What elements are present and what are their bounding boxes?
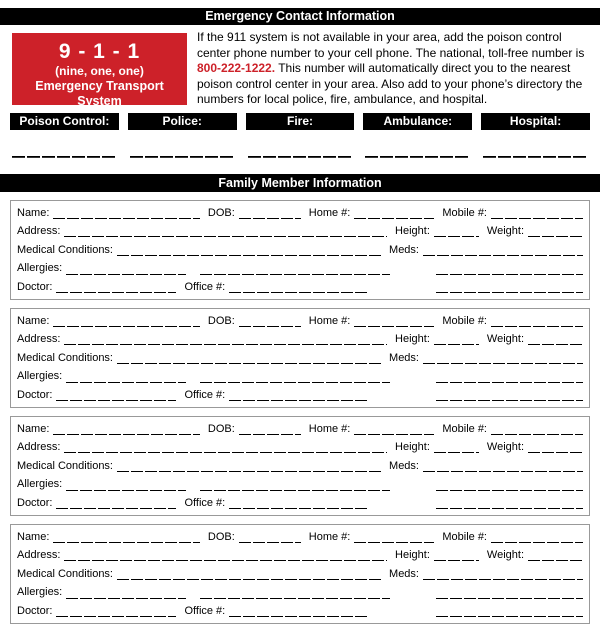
height-field-group <box>395 222 479 241</box>
office-phone-field-group <box>184 278 367 297</box>
mobile-phone-label: Mobile #: <box>442 314 487 327</box>
section-header-family-title: Family Member Information <box>218 175 382 190</box>
dob-field[interactable] <box>239 541 301 543</box>
member-row-4 <box>17 367 583 386</box>
doctor-field-group <box>17 278 176 297</box>
home-phone-field[interactable] <box>354 217 434 219</box>
member-row-2 <box>17 438 583 457</box>
name-label: Name: <box>17 530 50 543</box>
instructions-text-after: This number will automatically direct you to the nearest poison control center in your area. Also add to your phone’s directory the numbers for local police, fire, ambulance, and hospital. <box>197 61 583 106</box>
ambulance-field[interactable] <box>365 156 470 158</box>
911-subtitle: Emergency Transport System <box>35 79 164 108</box>
office-phone-label: Office #: <box>184 604 226 617</box>
meds-field[interactable] <box>423 578 583 580</box>
mobile-phone-field-group <box>442 204 583 223</box>
address-field[interactable] <box>64 236 387 238</box>
address-field[interactable] <box>64 560 387 562</box>
allergies-field[interactable] <box>66 381 186 383</box>
allergies-field[interactable] <box>66 273 186 275</box>
poison-control-label-bar: Poison Control: <box>10 113 119 130</box>
hospital-label-bar: Hospital: <box>481 113 590 130</box>
office-phone-field-group <box>184 494 367 513</box>
weight-field-group <box>487 438 583 457</box>
home-phone-label: Home #: <box>308 206 351 219</box>
emergency-contact-blank-row <box>10 130 590 159</box>
medical-conditions-field-group <box>17 565 381 584</box>
mobile-phone-field[interactable] <box>491 325 583 327</box>
allergies-field-group <box>17 583 186 602</box>
height-label: Height: <box>395 549 430 562</box>
dob-field-group <box>208 420 301 439</box>
allergies-continuation-field[interactable] <box>200 273 390 275</box>
meds-field[interactable] <box>423 362 583 364</box>
address-field[interactable] <box>64 344 387 346</box>
family-member-block <box>10 200 590 300</box>
office-phone-label: Office #: <box>184 388 226 401</box>
weight-field[interactable] <box>528 560 583 562</box>
intro-row <box>12 30 588 108</box>
member-row-3 <box>17 565 583 584</box>
member-row-2 <box>17 330 583 349</box>
meds-continuation-field-2[interactable] <box>436 507 583 509</box>
mobile-phone-field[interactable] <box>491 541 583 543</box>
doctor-field[interactable] <box>56 615 176 617</box>
doctor-field[interactable] <box>56 291 176 293</box>
member-row-1 <box>17 312 583 331</box>
member-row-5 <box>17 278 583 297</box>
address-field-group <box>17 546 387 565</box>
home-phone-label: Home #: <box>308 314 351 327</box>
office-phone-label: Office #: <box>184 280 226 293</box>
name-field[interactable] <box>53 325 199 327</box>
meds-field-group <box>389 565 583 584</box>
member-row-2 <box>17 546 583 565</box>
mobile-phone-field-group <box>442 312 583 331</box>
medical-conditions-field[interactable] <box>117 254 381 256</box>
home-phone-field[interactable] <box>354 433 434 435</box>
office-phone-field-group <box>184 602 367 621</box>
home-phone-field[interactable] <box>354 325 434 327</box>
meds-label: Meds: <box>389 351 419 364</box>
dob-field[interactable] <box>239 217 301 219</box>
allergies-field[interactable] <box>66 597 186 599</box>
meds-label: Meds: <box>389 243 419 256</box>
911-number: 9 - 1 - 1 <box>58 40 141 63</box>
mobile-phone-field[interactable] <box>491 217 583 219</box>
doctor-label: Doctor: <box>17 604 53 617</box>
address-field-group <box>17 330 387 349</box>
member-row-1 <box>17 528 583 547</box>
address-label: Address: <box>17 549 61 562</box>
medical-conditions-label: Medical Conditions: <box>17 243 113 256</box>
member-row-3 <box>17 457 583 476</box>
height-field[interactable] <box>434 236 479 238</box>
member-row-5 <box>17 386 583 405</box>
name-field-group <box>17 528 200 547</box>
doctor-label: Doctor: <box>17 496 53 509</box>
height-label: Height: <box>395 225 430 238</box>
office-phone-field[interactable] <box>229 507 367 509</box>
meds-label: Meds: <box>389 567 419 580</box>
meds-continuation-field-1[interactable] <box>436 273 583 275</box>
medical-conditions-field-group <box>17 241 381 260</box>
home-phone-field-group <box>309 528 435 547</box>
medical-conditions-label: Medical Conditions: <box>17 459 113 472</box>
doctor-label: Doctor: <box>17 388 53 401</box>
allergies-label: Allergies: <box>17 586 63 599</box>
meds-continuation-field-2[interactable] <box>436 399 583 401</box>
doctor-field-group <box>17 386 176 405</box>
name-field[interactable] <box>53 217 199 219</box>
name-label: Name: <box>17 206 50 219</box>
mobile-phone-label: Mobile #: <box>442 530 487 543</box>
dob-field[interactable] <box>239 325 301 327</box>
instructions-paragraph <box>197 30 588 108</box>
allergies-continuation-field[interactable] <box>200 597 390 599</box>
meds-continuation-field-1[interactable] <box>436 489 583 491</box>
911-number-words: (nine, one, one) <box>55 64 144 78</box>
meds-continuation-field-2[interactable] <box>436 291 583 293</box>
office-phone-field[interactable] <box>229 291 367 293</box>
office-phone-field[interactable] <box>229 399 367 401</box>
office-phone-field[interactable] <box>229 615 367 617</box>
mobile-phone-label: Mobile #: <box>442 422 487 435</box>
mobile-phone-field-group <box>442 420 583 439</box>
height-field[interactable] <box>434 560 479 562</box>
family-member-block <box>10 524 590 624</box>
dob-field-group <box>208 528 301 547</box>
address-field-group <box>17 222 387 241</box>
poison-control-field[interactable] <box>12 156 117 158</box>
allergies-continuation-field[interactable] <box>200 381 390 383</box>
doctor-field-group <box>17 494 176 513</box>
name-field-group <box>17 204 200 223</box>
dob-label: DOB: <box>207 422 235 435</box>
ambulance-label-bar: Ambulance: <box>363 113 472 130</box>
medical-conditions-label: Medical Conditions: <box>17 351 113 364</box>
allergies-label: Allergies: <box>17 262 63 275</box>
weight-field-group <box>487 546 583 565</box>
meds-field[interactable] <box>423 254 583 256</box>
meds-field-group <box>389 457 583 476</box>
meds-continuation-field-1[interactable] <box>436 381 583 383</box>
member-row-4 <box>17 259 583 278</box>
doctor-field-group <box>17 602 176 621</box>
mobile-phone-label: Mobile #: <box>442 206 487 219</box>
weight-label: Weight: <box>486 549 524 562</box>
height-field[interactable] <box>434 452 479 454</box>
weight-label: Weight: <box>486 441 524 454</box>
member-row-1 <box>17 204 583 223</box>
medical-conditions-field-group <box>17 349 381 368</box>
home-phone-label: Home #: <box>308 422 351 435</box>
meds-continuation-field-1[interactable] <box>436 597 583 599</box>
family-member-list <box>10 200 590 624</box>
police-label-bar: Police: <box>128 113 237 130</box>
height-field-group <box>395 438 479 457</box>
instructions-text-before: If the 911 system is not available in your area, add the poison control center phone number to your cell phone. The national, toll-free number is <box>197 30 585 60</box>
medical-conditions-field[interactable] <box>117 470 381 472</box>
medical-conditions-field-group <box>17 457 381 476</box>
doctor-label: Doctor: <box>17 280 53 293</box>
weight-field-group <box>487 222 583 241</box>
weight-field[interactable] <box>528 452 583 454</box>
home-phone-field[interactable] <box>354 541 434 543</box>
name-field[interactable] <box>53 541 199 543</box>
member-row-2 <box>17 222 583 241</box>
family-member-block <box>10 416 590 516</box>
weight-field[interactable] <box>528 344 583 346</box>
911-callout-box <box>12 33 187 108</box>
section-header-emergency-title: Emergency Contact Information <box>205 9 395 23</box>
family-member-block <box>10 308 590 408</box>
meds-label: Meds: <box>389 459 419 472</box>
member-row-3 <box>17 241 583 260</box>
home-phone-field-group <box>309 204 435 223</box>
police-field[interactable] <box>130 156 235 158</box>
meds-continuation-field-2[interactable] <box>436 615 583 617</box>
height-label: Height: <box>395 441 430 454</box>
name-label: Name: <box>17 422 50 435</box>
member-row-4 <box>17 475 583 494</box>
weight-label: Weight: <box>486 333 524 346</box>
member-row-5 <box>17 494 583 513</box>
home-phone-field-group <box>309 312 435 331</box>
weight-field-group <box>487 330 583 349</box>
name-label: Name: <box>17 314 50 327</box>
name-field-group <box>17 420 200 439</box>
allergies-field-group <box>17 475 186 494</box>
allergies-field-group <box>17 367 186 386</box>
member-row-1 <box>17 420 583 439</box>
mobile-phone-field-group <box>442 528 583 547</box>
height-field[interactable] <box>434 344 479 346</box>
dob-field[interactable] <box>239 433 301 435</box>
address-label: Address: <box>17 441 61 454</box>
section-header-emergency <box>0 8 600 25</box>
weight-field[interactable] <box>528 236 583 238</box>
address-field-group <box>17 438 387 457</box>
home-phone-field-group <box>309 420 435 439</box>
meds-field-group <box>389 349 583 368</box>
dob-label: DOB: <box>207 530 235 543</box>
meds-field-group <box>389 241 583 260</box>
name-field[interactable] <box>53 433 199 435</box>
member-row-3 <box>17 349 583 368</box>
emergency-contact-label-row <box>10 113 590 130</box>
dob-field-group <box>208 312 301 331</box>
fire-field[interactable] <box>248 156 353 158</box>
allergies-field[interactable] <box>66 489 186 491</box>
office-phone-label: Office #: <box>184 496 226 509</box>
allergies-field-group <box>17 259 186 278</box>
weight-label: Weight: <box>486 225 524 238</box>
address-field[interactable] <box>64 452 387 454</box>
allergies-label: Allergies: <box>17 478 63 491</box>
doctor-field[interactable] <box>56 399 176 401</box>
hospital-field[interactable] <box>483 156 588 158</box>
address-label: Address: <box>17 225 61 238</box>
home-phone-label: Home #: <box>308 530 351 543</box>
dob-label: DOB: <box>207 206 235 219</box>
allergies-label: Allergies: <box>17 370 63 383</box>
height-field-group <box>395 546 479 565</box>
fire-label-bar: Fire: <box>246 113 355 130</box>
poison-control-phone-number: 800-222-1222. <box>197 61 276 75</box>
office-phone-field-group <box>184 386 367 405</box>
member-row-5 <box>17 602 583 621</box>
section-header-family <box>0 174 600 192</box>
allergies-continuation-field[interactable] <box>200 489 390 491</box>
name-field-group <box>17 312 200 331</box>
height-field-group <box>395 330 479 349</box>
height-label: Height: <box>395 333 430 346</box>
dob-label: DOB: <box>207 314 235 327</box>
medical-conditions-field[interactable] <box>117 578 381 580</box>
medical-conditions-field[interactable] <box>117 362 381 364</box>
mobile-phone-field[interactable] <box>491 433 583 435</box>
dob-field-group <box>208 204 301 223</box>
address-label: Address: <box>17 333 61 346</box>
member-row-4 <box>17 583 583 602</box>
meds-field[interactable] <box>423 470 583 472</box>
medical-conditions-label: Medical Conditions: <box>17 567 113 580</box>
doctor-field[interactable] <box>56 507 176 509</box>
